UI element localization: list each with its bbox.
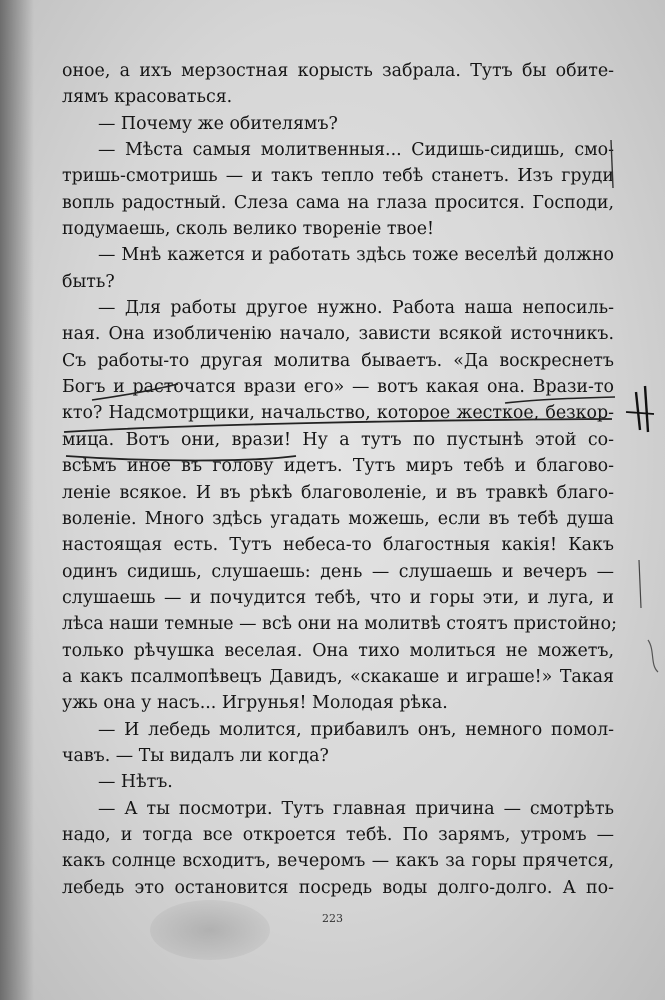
text-line: подумаешь, сколь велико твореніе твое!: [62, 219, 435, 240]
underline-mark: [66, 456, 296, 461]
text-line: лямъ красоваться.: [62, 87, 233, 108]
margin-line-mark: [639, 560, 641, 608]
text-line: воленіе. Много здѣсь угадать можешь, если въ тебѣ душа: [62, 508, 614, 529]
margin-bracket-mark: [626, 412, 654, 414]
text-line: слушаешь — и почудится тебѣ, что и горы эти, и луга, и: [62, 587, 614, 608]
text-line: Богъ и расточатся врази его» — вотъ какая она. Врази-то: [62, 377, 614, 398]
text-line: лѣса наши темные — всѣ они на молитвѣ стоятъ пристойно;: [62, 614, 617, 635]
margin-bracket-mark: [645, 386, 648, 432]
margin-line-mark: [611, 140, 613, 188]
margin-bracket-mark: [636, 392, 640, 430]
underline-mark: [64, 419, 612, 432]
text-line: какъ солнце всходитъ, вечеромъ — какъ за горы прячется,: [62, 851, 614, 872]
text-line: одинъ сидишь, слушаешь: день — слушаешь и вечеръ —: [62, 561, 614, 582]
text-line: всѣмъ иное въ голову идетъ. Тутъ миръ тебѣ и благово-: [62, 456, 614, 477]
text-line: оное, а ихъ мерзостная корысть забрала. Тутъ бы обите-: [62, 61, 614, 81]
text-line: — Для работы другое нужно. Работа наша непосиль-: [98, 298, 614, 319]
text-line: — Мѣста самыя молитвенныя... Сидишь-сидишь, смо-: [98, 140, 614, 161]
text-line: кто? Надсмотрщики, начальство, которое жесткое, безкор-: [62, 403, 614, 424]
text-line: чавъ. — Ты видалъ ли когда?: [62, 745, 329, 766]
text-line: надо, и тогда все откроется тебѣ. По зарямъ, утромъ —: [62, 824, 614, 845]
text-line: вопль радостный. Слеза сама на глаза просится. Господи,: [62, 192, 614, 213]
text-line: — А ты посмотри. Тутъ главная причина — смотрѣть: [98, 798, 614, 819]
text-line: — Почему же обителямъ?: [98, 113, 338, 134]
text-line: тришь-смотришь — и такъ тепло тебѣ станетъ. Изъ груди: [62, 166, 614, 187]
margin-scribble-mark: [648, 640, 658, 672]
text-line: леніе всякое. И въ рѣкѣ благоволеніе, и въ травкѣ благо-: [62, 482, 614, 503]
text-line: — Нѣтъ.: [98, 772, 173, 793]
text-line: настоящая есть. Тутъ небеса-то благостныя какія! Какъ: [62, 535, 614, 556]
text-line: — И лебедь молится, прибавилъ онъ, немного помол-: [98, 719, 614, 740]
text-line: а какъ псалмопѣвецъ Давидъ, «скакаше и играше!» Такая: [62, 666, 614, 687]
text-line: быть?: [62, 271, 115, 292]
text-line: Съ работы-то другая молитва бываетъ. «Да воскреснетъ: [62, 350, 614, 371]
text-line: мица. Вотъ они, врази! Ну а тутъ по пустынѣ этой со-: [62, 429, 614, 450]
text-line: — Мнѣ кажется и работать здѣсь тоже веселѣй должно: [98, 245, 614, 266]
text-line: ная. Она изобличенію начало, зависти всякой источникъ.: [62, 324, 614, 345]
text-line: только рѣчушка веселая. Она тихо молиться не можетъ,: [62, 640, 614, 661]
underline-mark: [505, 397, 615, 403]
page-number: 223: [322, 912, 343, 925]
text-line: ужь она у насъ... Игрунья! Молодая рѣка.: [62, 693, 448, 714]
strikethrough-mark: [92, 384, 178, 400]
text-line: лебедь это остановится посредь воды долго-долго. А по-: [62, 877, 614, 898]
